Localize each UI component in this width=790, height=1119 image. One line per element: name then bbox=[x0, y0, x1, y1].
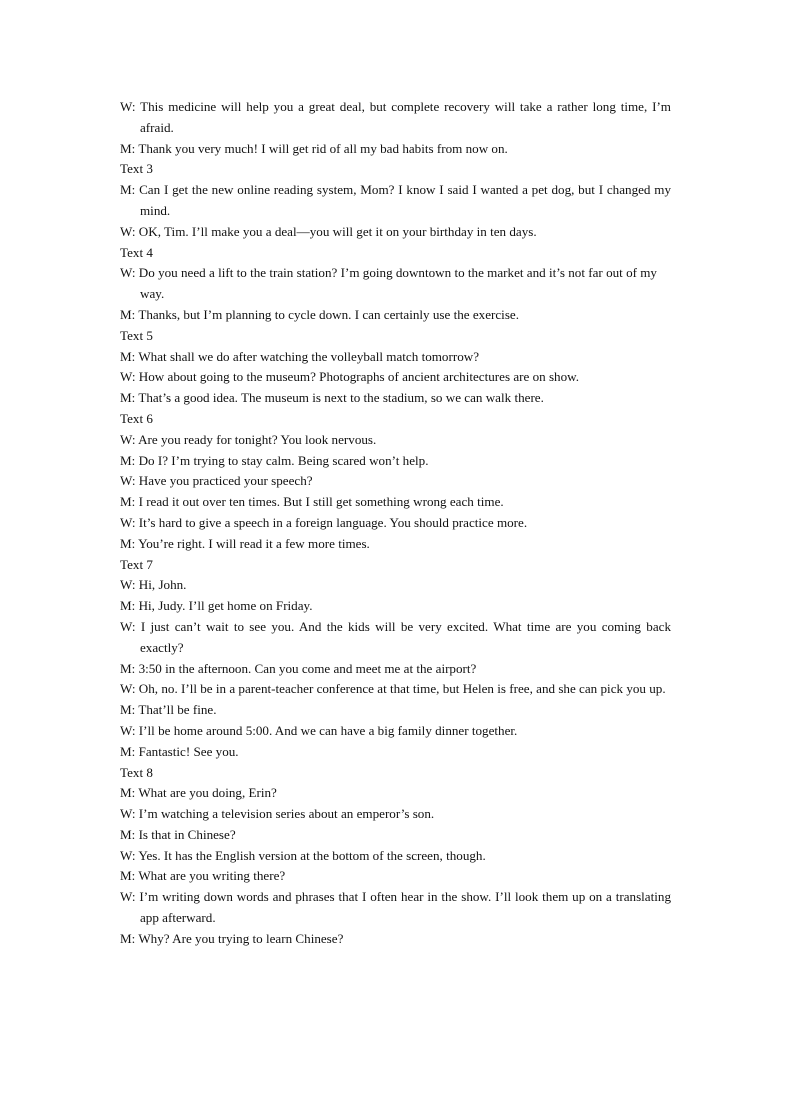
dialogue-line bbox=[120, 679, 671, 700]
dialogue-line bbox=[120, 139, 671, 160]
dialogue-line bbox=[120, 222, 671, 243]
dialogue-line bbox=[120, 887, 671, 929]
dialogue-line bbox=[120, 659, 671, 680]
dialogue-line bbox=[120, 783, 671, 804]
speaker-label: M: bbox=[120, 598, 136, 614]
dialogue-text: Do you need a lift to the train station? I’m going downtown to the market and it’s not far out of my way. bbox=[138, 265, 657, 302]
speaker-label: W: bbox=[120, 514, 136, 530]
speaker-label: M: bbox=[120, 930, 136, 946]
section-heading: Text 5 bbox=[120, 327, 153, 343]
dialogue-line bbox=[120, 866, 671, 887]
dialogue-text: What shall we do after watching the volleyball match tomorrow? bbox=[138, 348, 480, 364]
dialogue-line bbox=[120, 492, 671, 513]
speaker-label: M: bbox=[120, 660, 136, 676]
dialogue-text: Oh, no. I’ll be in a parent-teacher conference at that time, but Helen is free, and she can pick you up. bbox=[138, 681, 666, 697]
speaker-label: M: bbox=[120, 785, 136, 801]
dialogue-line bbox=[120, 804, 671, 825]
speaker-label: M: bbox=[120, 743, 136, 759]
dialogue-line bbox=[120, 846, 671, 867]
section-heading: Text 6 bbox=[120, 410, 153, 426]
dialogue-text: How about going to the museum? Photographs of ancient architectures are on show. bbox=[138, 369, 580, 385]
dialogue-line bbox=[120, 721, 671, 742]
dialogue-text: What are you writing there? bbox=[138, 868, 286, 884]
speaker-label: W: bbox=[120, 847, 136, 863]
speaker-label: W: bbox=[120, 473, 136, 489]
dialogue-text: I’m writing down words and phrases that I often hear in the show. I’ll look them up on a translating app afterward. bbox=[139, 889, 671, 926]
speaker-label: W: bbox=[120, 431, 136, 447]
dialogue-text: It’s hard to give a speech in a foreign language. You should practice more. bbox=[138, 514, 528, 530]
dialogue-line bbox=[120, 742, 671, 763]
dialogue-line bbox=[120, 97, 671, 139]
speaker-label: W: bbox=[120, 369, 136, 385]
dialogue-text: Yes. It has the English version at the bottom of the screen, though. bbox=[138, 847, 486, 863]
speaker-label: M: bbox=[120, 494, 136, 510]
dialogue-line bbox=[120, 367, 671, 388]
dialogue-text: Hi, Judy. I’ll get home on Friday. bbox=[138, 598, 313, 614]
dialogue-text: That’s a good idea. The museum is next to the stadium, so we can walk there. bbox=[138, 390, 544, 406]
dialogue-text: You’re right. I will read it a few more times. bbox=[138, 535, 370, 551]
dialogue-text: Do I? I’m trying to stay calm. Being scared won’t help. bbox=[138, 452, 429, 468]
dialogue-line bbox=[120, 451, 671, 472]
dialogue-text: What are you doing, Erin? bbox=[138, 785, 277, 801]
speaker-label: M: bbox=[120, 868, 136, 884]
dialogue-line bbox=[120, 180, 671, 222]
dialogue-text: Hi, John. bbox=[138, 577, 187, 593]
speaker-label: W: bbox=[120, 722, 136, 738]
dialogue-text: Is that in Chinese? bbox=[138, 826, 236, 842]
dialogue-line bbox=[120, 430, 671, 451]
dialogue-line bbox=[120, 347, 671, 368]
dialogue-text: OK, Tim. I’ll make you a deal—you will get it on your birthday in ten days. bbox=[138, 223, 537, 239]
dialogue-text: Are you ready for tonight? You look nervous. bbox=[138, 431, 377, 447]
dialogue-line bbox=[120, 825, 671, 846]
dialogue-text: I read it out over ten times. But I still get something wrong each time. bbox=[138, 494, 504, 510]
speaker-label: M: bbox=[120, 390, 136, 406]
speaker-label: W: bbox=[120, 223, 136, 239]
section-heading: Text 8 bbox=[120, 764, 153, 780]
dialogue-text: Can I get the new online reading system, Mom? I know I said I wanted a pet dog, but I changed my mind. bbox=[139, 182, 671, 218]
dialogue-line bbox=[120, 617, 671, 659]
dialogue-line bbox=[120, 388, 671, 409]
dialogue-line bbox=[120, 929, 671, 950]
dialogue-line bbox=[120, 305, 671, 326]
dialogue-line bbox=[120, 575, 671, 596]
dialogue-text: I just can’t wait to see you. And the kids will be very excited. What time are you coming back exactly? bbox=[140, 618, 671, 655]
speaker-label: W: bbox=[120, 806, 136, 822]
dialogue-text: Thanks, but I’m planning to cycle down. I can certainly use the exercise. bbox=[138, 306, 520, 322]
speaker-label: W: bbox=[120, 681, 136, 697]
dialogue-line bbox=[120, 534, 671, 555]
dialogue-text: I’m watching a television series about an emperor’s son. bbox=[138, 806, 435, 822]
dialogue-text: I’ll be home around 5:00. And we can have a big family dinner together. bbox=[138, 722, 518, 738]
speaker-label: W: bbox=[120, 265, 136, 281]
transcript-body bbox=[120, 97, 671, 950]
dialogue-line bbox=[120, 513, 671, 534]
speaker-label: W: bbox=[120, 618, 136, 634]
dialogue-line bbox=[120, 700, 671, 721]
speaker-label: W: bbox=[120, 577, 136, 593]
speaker-label: M: bbox=[120, 348, 136, 364]
dialogue-text: Why? Are you trying to learn Chinese? bbox=[138, 930, 344, 946]
dialogue-text: Have you practiced your speech? bbox=[138, 473, 313, 489]
speaker-label: M: bbox=[120, 826, 136, 842]
dialogue-text: Fantastic! See you. bbox=[138, 743, 239, 759]
speaker-label: M: bbox=[120, 702, 136, 718]
section-heading: Text 3 bbox=[120, 161, 153, 177]
dialogue-text: 3:50 in the afternoon. Can you come and meet me at the airport? bbox=[138, 660, 477, 676]
dialogue-line bbox=[120, 471, 671, 492]
dialogue-text: This medicine will help you a great deal, but complete recovery will take a rather long time, I’m afraid. bbox=[140, 99, 671, 135]
section-heading: Text 4 bbox=[120, 244, 153, 260]
dialogue-text: That’ll be fine. bbox=[138, 702, 217, 718]
speaker-label: M: bbox=[120, 535, 136, 551]
speaker-label: M: bbox=[120, 182, 136, 198]
speaker-label: M: bbox=[120, 306, 136, 322]
speaker-label: W: bbox=[120, 889, 136, 905]
speaker-label: W: bbox=[120, 99, 136, 114]
speaker-label: M: bbox=[120, 452, 136, 468]
section-heading: Text 7 bbox=[120, 556, 153, 572]
dialogue-line bbox=[120, 263, 671, 305]
speaker-label: M: bbox=[120, 140, 136, 156]
dialogue-line bbox=[120, 596, 671, 617]
dialogue-text: Thank you very much! I will get rid of all my bad habits from now on. bbox=[138, 140, 508, 156]
